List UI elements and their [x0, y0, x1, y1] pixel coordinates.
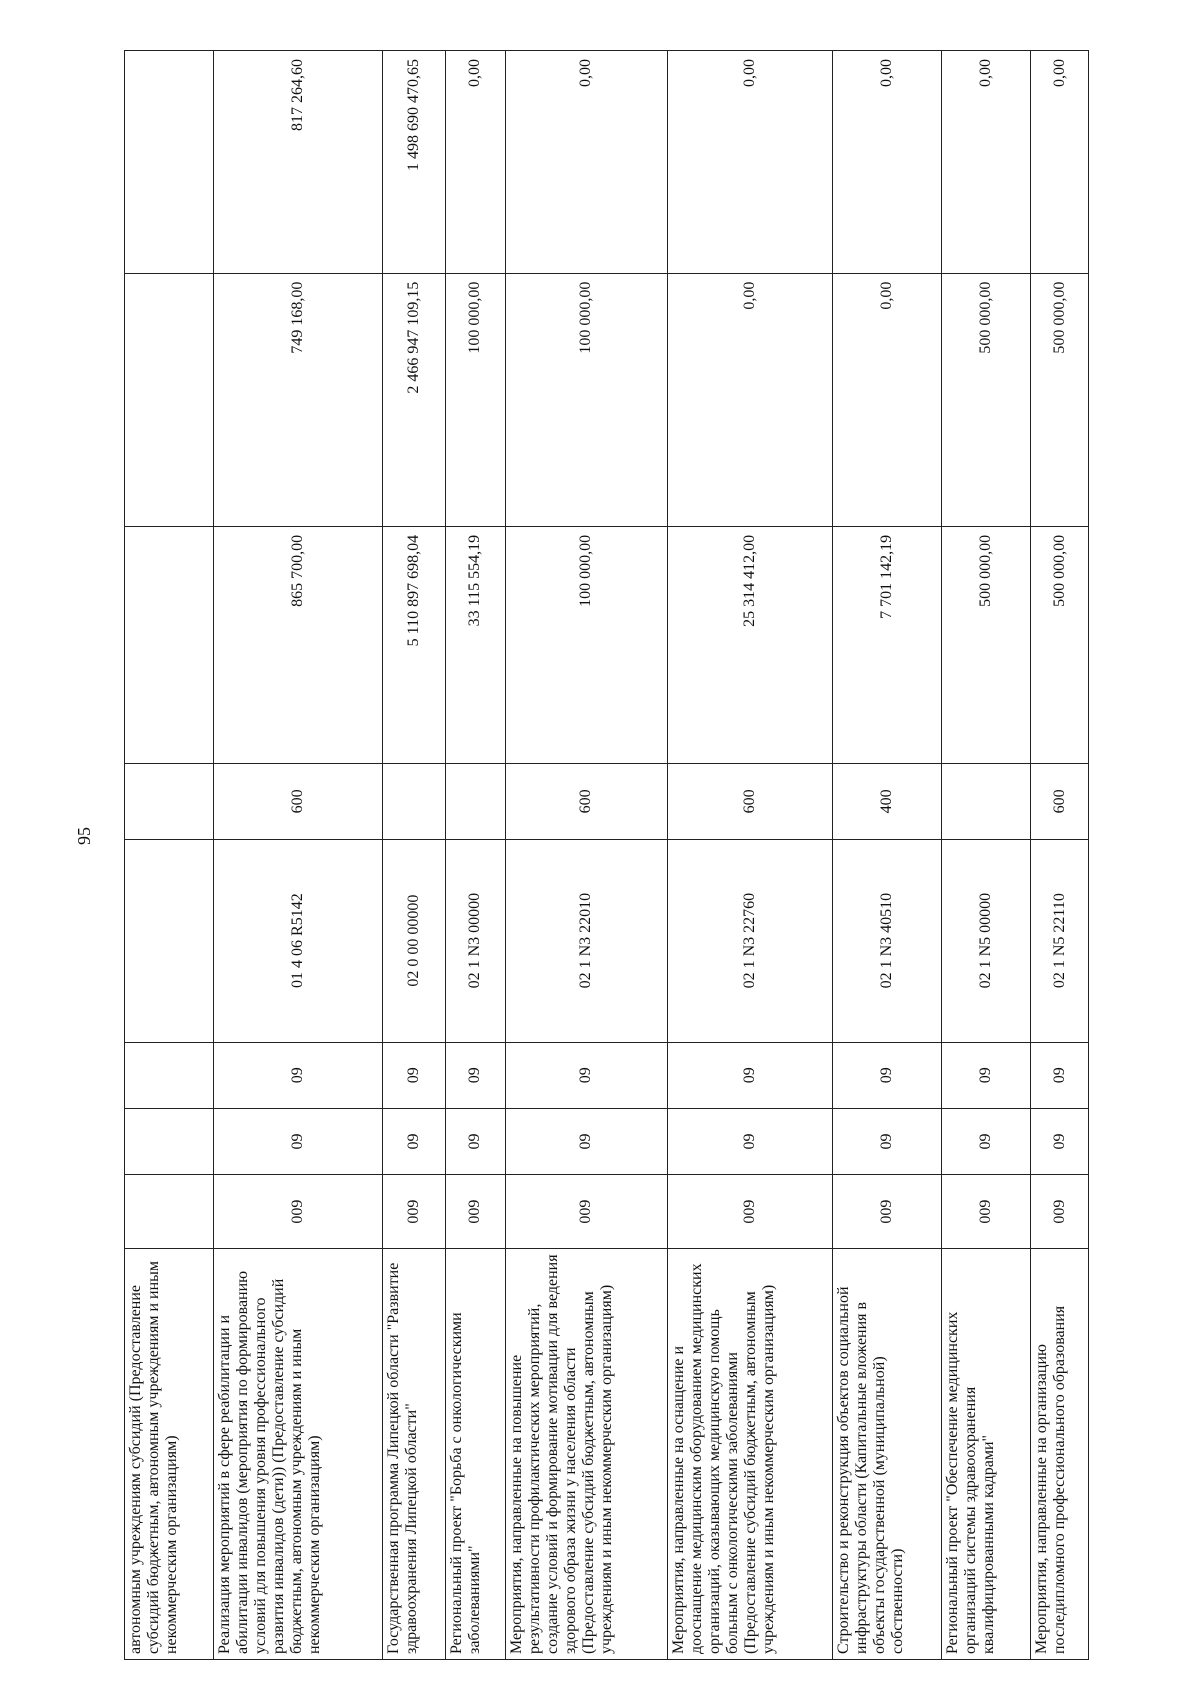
row-sum-year3: 0,00	[942, 51, 1031, 274]
row-sum-year2: 500 000,00	[942, 273, 1031, 526]
row-sum-year3: 817 264,60	[214, 51, 383, 274]
row-target-article	[125, 839, 214, 1042]
row-target-article: 02 1 N3 00000	[445, 839, 505, 1042]
row-description: Мероприятия, направленные на повышение результативности профилактических мероприятий, создание условий и формирование мотивации для ведения здорового образа жизни у населения области (Предоставление субсидий бюджетным, автономным учреждениям и иным некоммерческим организациям)	[505, 1249, 668, 1660]
row-section: 09	[668, 1108, 833, 1174]
table-row	[1031, 51, 1089, 1660]
row-expense-type	[383, 764, 445, 839]
row-gov-code: 009	[214, 1175, 383, 1249]
table-row	[942, 51, 1031, 1660]
row-sum-year1: 500 000,00	[942, 526, 1031, 763]
row-section: 09	[832, 1108, 941, 1174]
row-target-article: 02 1 N5 00000	[942, 839, 1031, 1042]
row-subsection: 09	[942, 1042, 1031, 1108]
row-target-article: 02 1 N3 22760	[668, 839, 833, 1042]
row-sum-year2: 0,00	[832, 273, 941, 526]
budget-table	[124, 50, 1089, 1660]
row-gov-code: 009	[445, 1175, 505, 1249]
row-sum-year1: 7 701 142,19	[832, 526, 941, 763]
table-row	[445, 51, 505, 1660]
row-expense-type	[942, 764, 1031, 839]
table-row	[668, 51, 833, 1660]
row-subsection	[125, 1042, 214, 1108]
row-sum-year3: 0,00	[505, 51, 668, 274]
row-description: Строительство и реконструкция объектов социальной инфраструктуры области (Капитальные вложения в объекты государственной (муниципальной) собственности)	[832, 1249, 941, 1660]
row-section: 09	[383, 1108, 445, 1174]
table-row	[383, 51, 445, 1660]
row-description: Региональный проект "Обеспечение медицинских организаций системы здравоохранения квалифицированными кадрами"	[942, 1249, 1031, 1660]
row-target-article: 02 1 N3 22010	[505, 839, 668, 1042]
row-subsection: 09	[383, 1042, 445, 1108]
row-sum-year3	[125, 51, 214, 274]
row-subsection: 09	[1031, 1042, 1089, 1108]
row-expense-type	[445, 764, 505, 839]
row-sum-year2	[125, 273, 214, 526]
row-sum-year1	[125, 526, 214, 763]
row-target-article: 02 0 00 00000	[383, 839, 445, 1042]
row-gov-code: 009	[668, 1175, 833, 1249]
row-description: Государственная программа Липецкой области "Развитие здравоохранения Липецкой области"	[383, 1249, 445, 1660]
row-sum-year2: 2 466 947 109,15	[383, 273, 445, 526]
row-sum-year3: 1 498 690 470,65	[383, 51, 445, 274]
row-expense-type: 600	[214, 764, 383, 839]
row-target-article: 02 1 N5 22110	[1031, 839, 1089, 1042]
row-sum-year2: 500 000,00	[1031, 273, 1089, 526]
row-sum-year1: 33 115 554,19	[445, 526, 505, 763]
table-body	[125, 51, 1089, 1660]
table-row	[832, 51, 941, 1660]
row-sum-year2: 100 000,00	[505, 273, 668, 526]
row-description: Региональный проект "Борьба с онкологическими заболеваниями"	[445, 1249, 505, 1660]
table-row	[505, 51, 668, 1660]
row-sum-year3: 0,00	[445, 51, 505, 274]
rotated-table-wrapper	[124, 50, 1089, 1660]
row-gov-code	[125, 1175, 214, 1249]
row-sum-year1: 25 314 412,00	[668, 526, 833, 763]
row-expense-type	[125, 764, 214, 839]
row-expense-type: 400	[832, 764, 941, 839]
row-sum-year3: 0,00	[668, 51, 833, 274]
row-section: 09	[1031, 1108, 1089, 1174]
row-description: Мероприятия, направленные на организацию последипломного профессионального образования	[1031, 1249, 1089, 1660]
table-row	[214, 51, 383, 1660]
row-sum-year2: 749 168,00	[214, 273, 383, 526]
row-target-article: 02 1 N3 40510	[832, 839, 941, 1042]
row-gov-code: 009	[1031, 1175, 1089, 1249]
row-gov-code: 009	[942, 1175, 1031, 1249]
row-section	[125, 1108, 214, 1174]
row-subsection: 09	[832, 1042, 941, 1108]
row-section: 09	[214, 1108, 383, 1174]
row-subsection: 09	[445, 1042, 505, 1108]
row-description: автономным учреждениям субсидий (Предоставление субсидий бюджетным, автономным учреждениям и иным некоммерческим организациям)	[125, 1249, 214, 1660]
page-number: 95	[74, 827, 94, 845]
row-section: 09	[445, 1108, 505, 1174]
row-section: 09	[942, 1108, 1031, 1174]
row-sum-year2: 100 000,00	[445, 273, 505, 526]
row-expense-type: 600	[505, 764, 668, 839]
row-sum-year1: 5 110 897 698,04	[383, 526, 445, 763]
row-target-article: 01 4 06 R5142	[214, 839, 383, 1042]
row-sum-year1: 500 000,00	[1031, 526, 1089, 763]
row-sum-year3: 0,00	[832, 51, 941, 274]
row-gov-code: 009	[505, 1175, 668, 1249]
row-section: 09	[505, 1108, 668, 1174]
row-subsection: 09	[505, 1042, 668, 1108]
row-sum-year1: 865 700,00	[214, 526, 383, 763]
row-expense-type: 600	[668, 764, 833, 839]
row-sum-year1: 100 000,00	[505, 526, 668, 763]
row-sum-year3: 0,00	[1031, 51, 1089, 274]
row-description: Реализация мероприятий в сфере реабилитации и абилитации инвалидов (мероприятия по формированию условий для повышения уровня профессионального развития инвалидов (дети)) (Предоставление субсидий бюджетным, автономным учреждениям и иным некоммерческим организациям)	[214, 1249, 383, 1660]
table-row	[125, 51, 214, 1660]
row-gov-code: 009	[383, 1175, 445, 1249]
row-expense-type: 600	[1031, 764, 1089, 839]
row-description: Мероприятия, направленные на оснащение и дооснащение медицинским оборудованием медицинских организаций, оказывающих медицинскую помощь больным с онкологическими заболеваниями (Предоставление субсидий бюджетным, автономным учреждениям и иным некоммерческим организациям)	[668, 1249, 833, 1660]
row-sum-year2: 0,00	[668, 273, 833, 526]
row-subsection: 09	[668, 1042, 833, 1108]
row-subsection: 09	[214, 1042, 383, 1108]
row-gov-code: 009	[832, 1175, 941, 1249]
